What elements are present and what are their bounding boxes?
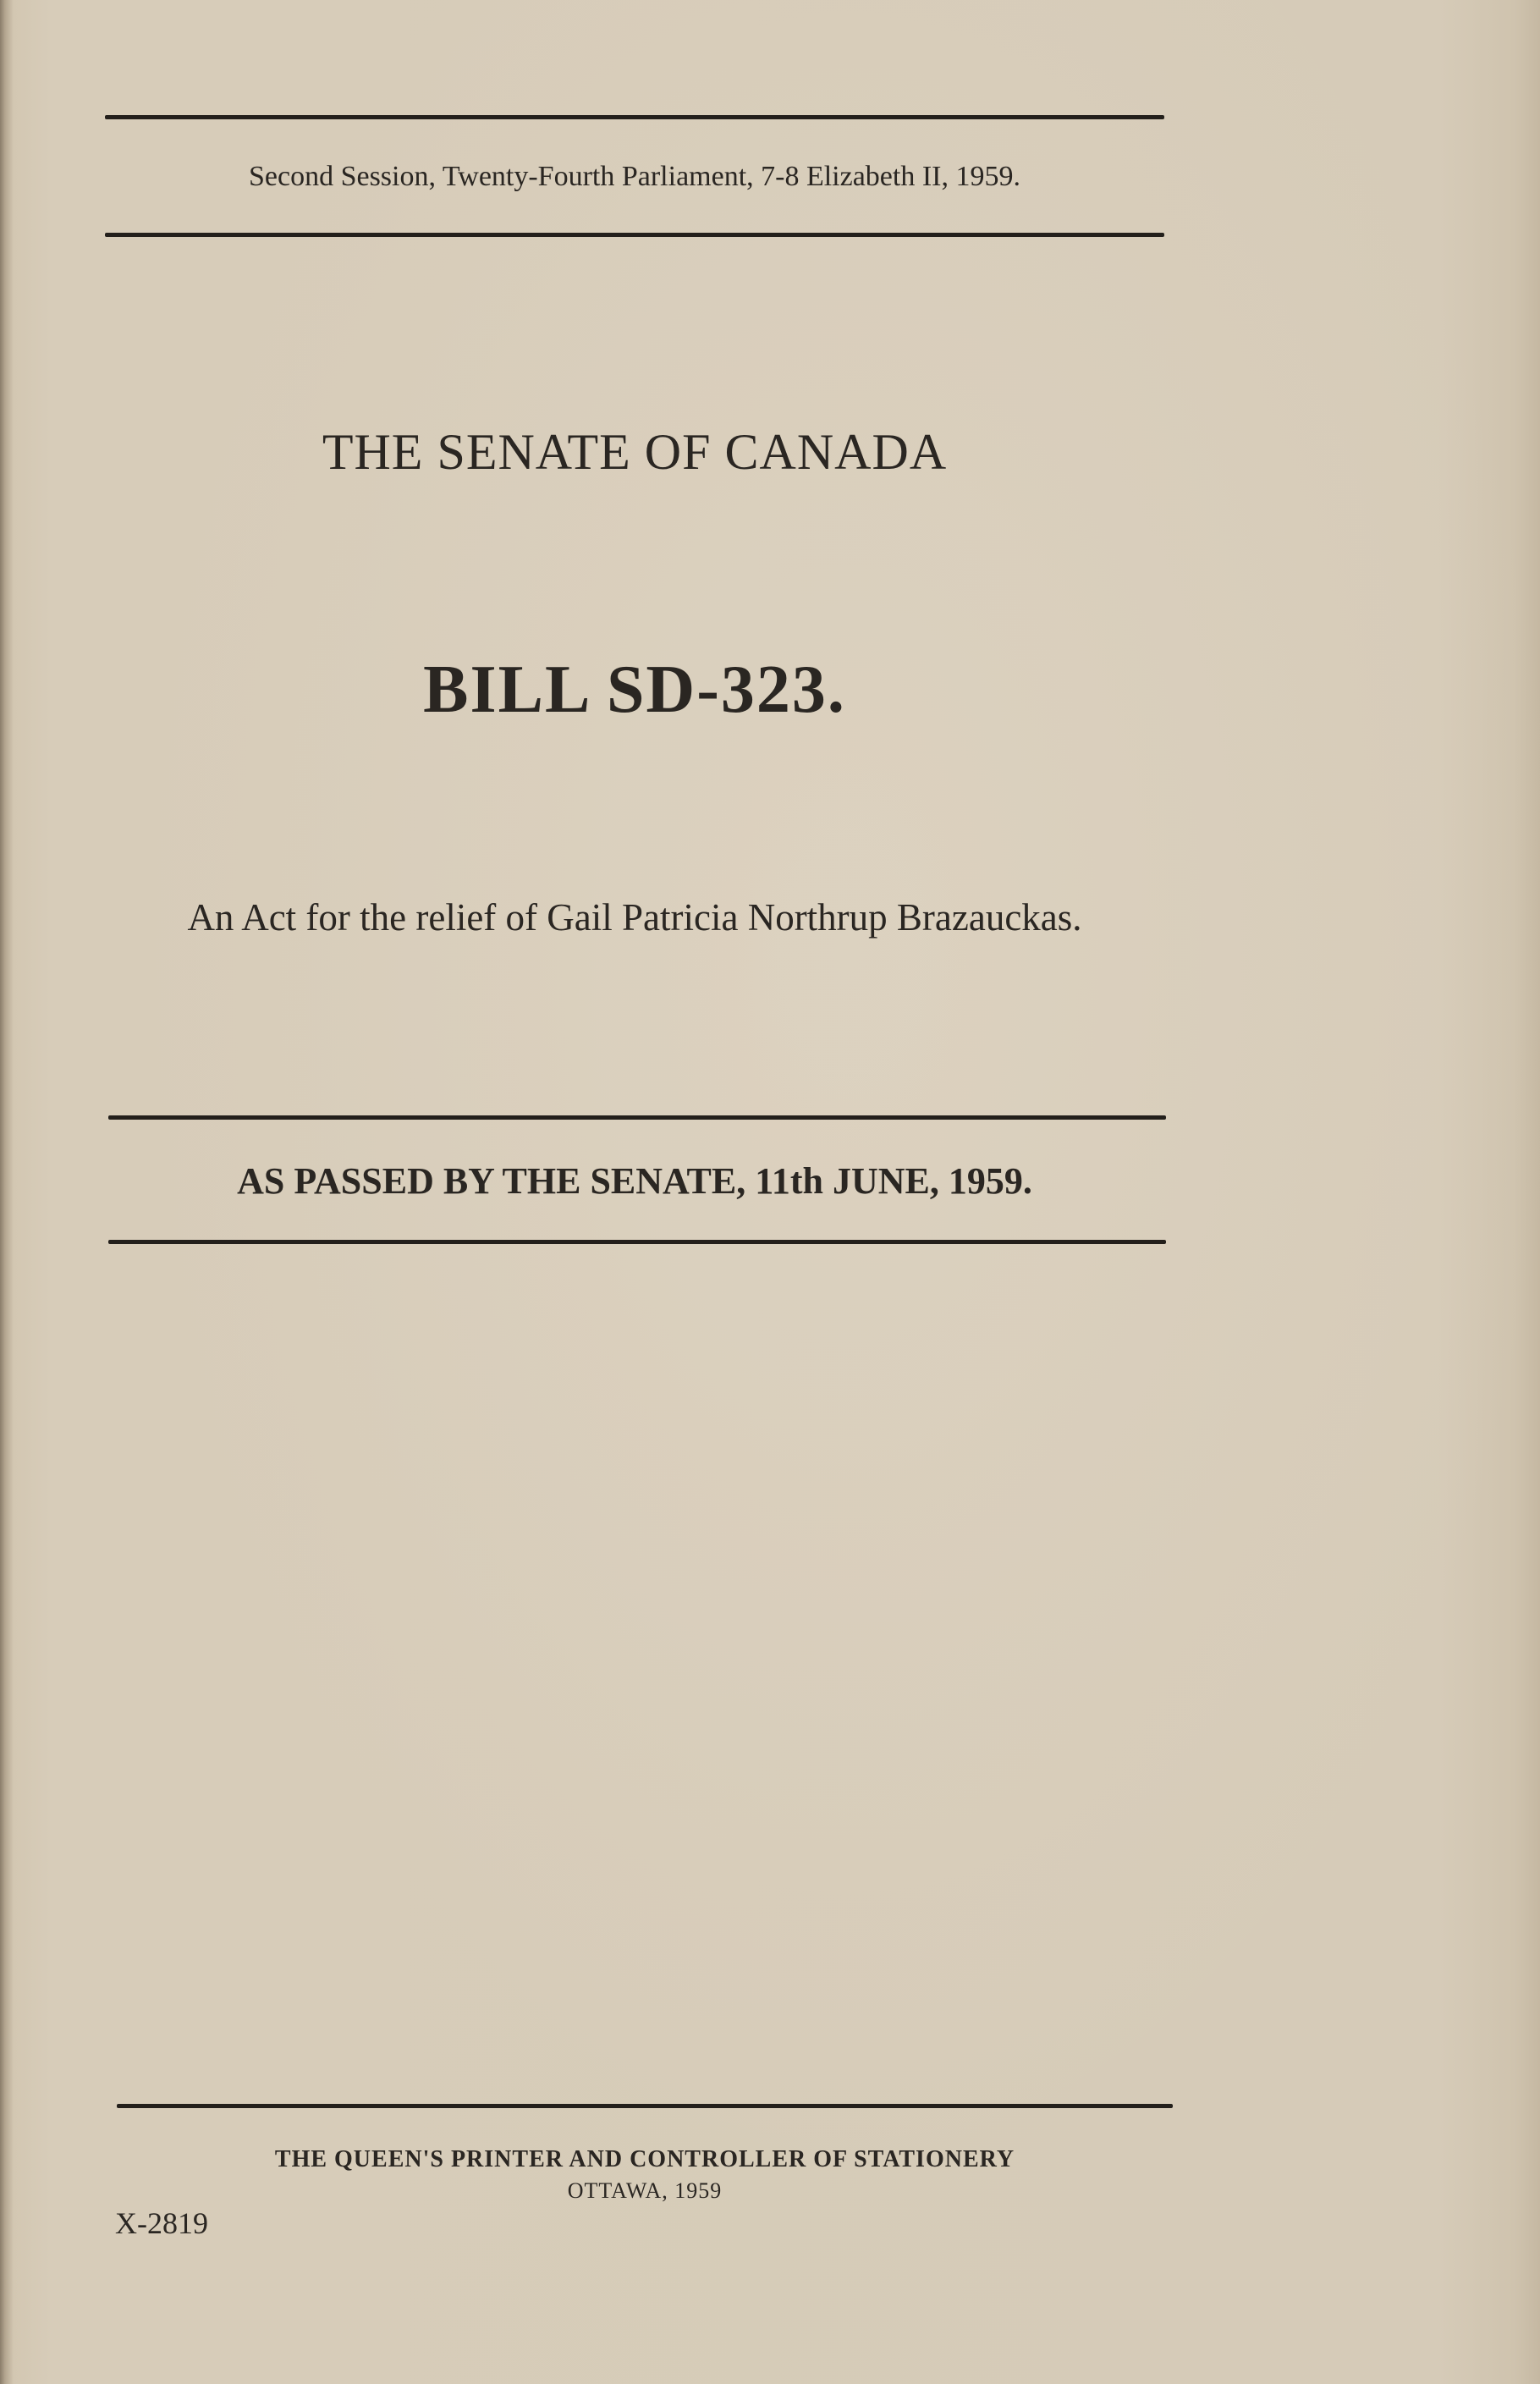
printer-city: OTTAWA, 1959: [567, 2178, 723, 2203]
footer-rule: [117, 2104, 1173, 2108]
bill-number: BILL SD-323.: [423, 652, 846, 727]
senate-title: THE SENATE OF CANADA: [322, 424, 948, 480]
status-bottom-rule: [108, 1240, 1166, 1244]
document-code: X-2819: [115, 2206, 208, 2240]
printer-line: THE QUEEN'S PRINTER AND CONTROLLER OF STATIONERY: [274, 2146, 1015, 2172]
session-bottom-rule: [105, 233, 1164, 237]
passed-status-line: AS PASSED BY THE SENATE, 11th JUNE, 1959.: [237, 1160, 1032, 1202]
status-top-rule: [108, 1115, 1166, 1120]
top-rule: [105, 115, 1164, 119]
session-line: Second Session, Twenty-Fourth Parliament, 7-8 Elizabeth II, 1959.: [248, 161, 1020, 192]
act-title: An Act for the relief of Gail Patricia Northrup Brazauckas.: [187, 896, 1082, 939]
